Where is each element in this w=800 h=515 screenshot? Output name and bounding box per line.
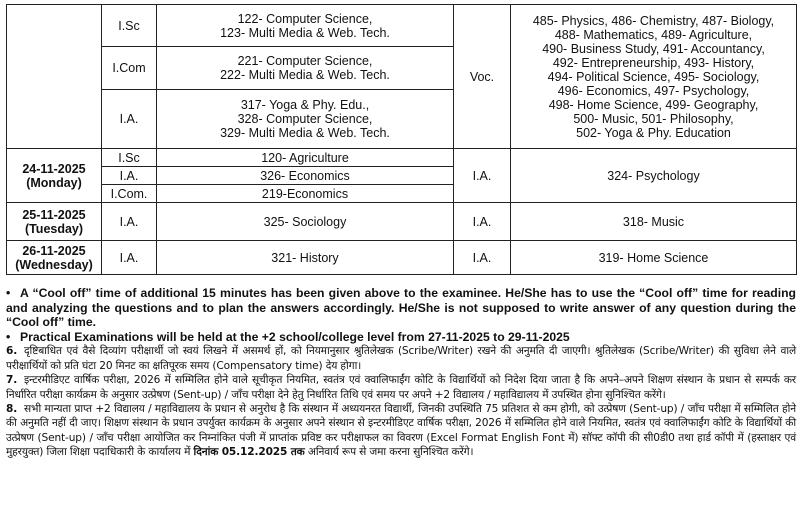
- cool-off-text: A “Cool off” time of additional 15 minutes has been given above to the examinee. He/She has to use the “Cool off” time for reading and analyzing the questions and to plan the answers accordingly. He/She is not supposed to write answer of any question during the “Cool off” time.: [6, 286, 796, 330]
- subject-cell: 319- Home Science: [511, 241, 797, 275]
- stream-cell: I.A.: [102, 203, 157, 241]
- stream-cell: I.Com: [102, 47, 157, 90]
- subject-line: 123- Multi Media & Web. Tech.: [220, 25, 390, 40]
- item-number: 7.: [6, 374, 18, 387]
- table-row: [7, 203, 797, 241]
- subject-cell: 219-Economics: [157, 185, 454, 203]
- subject-cell: 120- Agriculture: [157, 149, 454, 167]
- note-item-8: [6, 402, 796, 460]
- item-number: 6.: [6, 345, 18, 358]
- stream-cell-voc: Voc.: [454, 5, 511, 149]
- item-text: सभी मान्यता प्राप्त +2 विद्यालय / महाविद्यालय के प्रधान से अनुरोध है कि संस्थान में अध्ययनरत विद्यार्थी, जिनकी उपस्थिति 75 प्रतिशत से कम होगी, को उत्प्रेषण (Sent-up) / जाँच परीक्षा में सम्मिलित होने की अनुमति नहीं दी जाए। शिक्षण संस्थान के प्रधान उपर्युक्त कार्यक्रम के अनुसार अपने संस्थान से इन्टरमीडिएट वार्षिक परीक्षा, 2026 में सम्मिलित होने वाले नियमित, स्वतंत्र एवं क्वालिफाईंग कोटि के विद्यार्थियों की उत्प्रेषण (Sent-up) / जाँच परीक्षा आयोजित कर निम्नांकित पंजी में प्राप्तांक प्रविष्ट कर परीक्षाफल का विवरण (Excel Format English Font में) सॉफ्ट कॉपी की सी0डी0 तथा हार्ड कॉपी में (हस्ताक्षर एवं मुहरयुक्त) जिला शिक्षा पदाधिकारी के कार्यालय में: [6, 403, 796, 459]
- exam-date: 25-11-2025: [22, 207, 86, 222]
- stream-cell: I.Com.: [102, 185, 157, 203]
- date-cell: [7, 203, 102, 241]
- subject-cell: 321- History: [157, 241, 454, 275]
- practical-text: Practical Examinations will be held at the +2 school/college level from 27-11-2025 to 29-11-2025: [20, 329, 570, 344]
- subject-line: 317- Yoga & Phy. Edu.,: [240, 98, 370, 112]
- table-row: [7, 5, 797, 47]
- subject-line: 490- Business Study, 491- Accountancy,: [542, 41, 765, 56]
- date-cell-empty: [7, 5, 102, 149]
- exam-day: (Tuesday): [24, 221, 84, 236]
- stream-cell: I.A.: [102, 241, 157, 275]
- subject-line: 329- Multi Media & Web. Tech.: [220, 126, 390, 140]
- deadline-text: दिनांक 05.12.2025 तक: [193, 446, 305, 459]
- notes-section: [6, 286, 796, 460]
- subject-cell: 326- Economics: [157, 167, 454, 185]
- subject-cell: [157, 47, 454, 90]
- subject-line: 328- Computer Science,: [237, 112, 373, 126]
- note-item-6: [6, 344, 796, 373]
- exam-day: (Wednesday): [15, 257, 93, 272]
- subject-line: 500- Music, 501- Philosophy,: [573, 111, 734, 126]
- stream-cell: I.A.: [454, 241, 511, 275]
- subject-line: 222- Multi Media & Web. Tech.: [220, 68, 390, 82]
- stream-cell: I.A.: [102, 167, 157, 185]
- stream-cell: I.Sc: [102, 5, 157, 47]
- note-item-7: [6, 373, 796, 402]
- exam-date: 24-11-2025: [22, 161, 86, 176]
- subject-line: 494- Political Science, 495- Sociology,: [547, 69, 760, 84]
- bullet-icon: •: [6, 329, 11, 344]
- item-text: दृष्टिबाधित एवं वैसे दिव्यांग परीक्षार्थी जो स्वयं लिखने में असमर्थ हों, को नियमानुसार श्रुतिलेखक (Scribe/Writer) रखने की अनुमति दी जाएगी। श्रुतिलेखक (Scribe/Writer) की सुविधा लेने वाले परीक्षार्थियों को प्रति घंटा 20 मिनट का क्षतिपूरक समय (Compensatory time) देय होगा।: [6, 345, 796, 372]
- date-cell: [7, 149, 102, 203]
- exam-day: (Monday): [26, 175, 82, 190]
- voc-subjects-cell: [511, 5, 797, 149]
- subject-cell: [157, 5, 454, 47]
- stream-cell: I.A.: [454, 149, 511, 203]
- subject-line: 502- Yoga & Phy. Education: [576, 125, 731, 140]
- subject-line: 492- Entrepreneurship, 493- History,: [552, 55, 755, 70]
- bullet-icon: •: [6, 286, 11, 300]
- subject-line: 488- Mathematics, 489- Agriculture,: [554, 27, 753, 42]
- exam-schedule-table: [6, 4, 797, 275]
- subject-cell: 324- Psychology: [511, 149, 797, 203]
- subject-line: 122- Computer Science,: [237, 11, 373, 26]
- subject-line: 485- Physics, 486- Chemistry, 487- Biology,: [532, 13, 775, 28]
- cool-off-note: [6, 286, 796, 330]
- date-cell: [7, 241, 102, 275]
- stream-cell: I.Sc: [102, 149, 157, 167]
- table-row: [7, 241, 797, 275]
- item-text: इन्टरमीडिएट वार्षिक परीक्षा, 2026 में सम्मिलित होने वाले सूचीकृत नियमित, स्वतंत्र एवं क्वालिफाईंग कोटि के विद्यार्थियों को निदेश दिया जाता है कि अपने–अपने शिक्षण संस्थान के प्रधान से सम्पर्क कर निर्धारित परीक्षा कार्यक्रम के अनुसार उत्प्रेषण (Sent-up) / जाँच परीक्षा देने हेतु निर्धारित तिथि एवं समय पर अपने +2 विद्यालय / महाविद्यालय में उपस्थित होना सुनिश्चित करेंगे।: [6, 374, 796, 401]
- subject-cell: [157, 90, 454, 149]
- stream-cell: I.A.: [102, 90, 157, 149]
- subject-line: 498- Home Science, 499- Geography,: [548, 97, 759, 112]
- item-number: 8.: [6, 403, 18, 415]
- stream-cell: I.A.: [454, 203, 511, 241]
- subject-cell: 325- Sociology: [157, 203, 454, 241]
- item-text-end: अनिवार्य रूप से जमा करना सुनिश्चित करेंगे।: [307, 446, 474, 459]
- exam-date: 26-11-2025: [22, 243, 86, 258]
- table-row: [7, 149, 797, 167]
- practical-note: [6, 330, 796, 345]
- subject-line: 221- Computer Science,: [237, 54, 373, 68]
- subject-cell: 318- Music: [511, 203, 797, 241]
- subject-line: 496- Economics, 497- Psychology,: [557, 83, 750, 98]
